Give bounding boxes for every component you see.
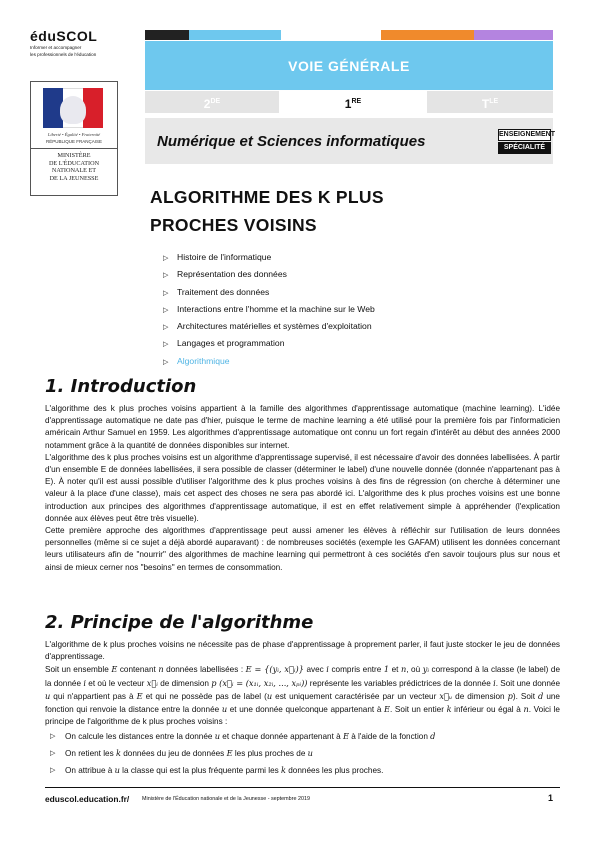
ministry-logo (30, 81, 118, 196)
ministry-line: DE L'ÉDUCATION (48, 159, 100, 167)
document-title-line-2: PROCHES VOISINS (150, 215, 317, 235)
color-strip-blue (189, 30, 281, 40)
paragraph-definition: Soit un ensemble E contenant n données labellisées : E = {(yᵢ, x⃗ᵢ)} avec i compris entre 1 et n, où yᵢ correspond à la classe (le label) de la donnée i et où le vecteur x⃗ᵢ de dimension p (x⃗ᵢ = (x₁ᵢ, x₂ᵢ, ..., xₚᵢ)) représente les variables prédictrices de la donnée i. Soit une donnée u qui n'appartient pas à E et qui ne possède pas de label (u est uniquement caractérisée par un vecteur x⃗ᵤ de dimension p). Soit d une fonction qui renvoie la distance entre la donnée u et une donnée quelconque appartenant à E. Soit un entier k inférieur ou égal à n. Voici le principe de l'algorithme de k plus proches voisins : (45, 664, 561, 727)
theme-item[interactable] (163, 268, 375, 285)
algorithm-step: ▷ On retient les k données du jeu de données E les plus proches de u (50, 748, 313, 759)
voie-banner (145, 41, 553, 90)
theme-list (163, 251, 375, 372)
level-tab-2de[interactable] (145, 91, 279, 113)
level-suffix: RE (351, 98, 362, 105)
eduscol-logo[interactable] (30, 28, 118, 58)
document-title (150, 183, 530, 239)
section-heading-introduction: 1. Introduction (45, 376, 197, 397)
triangle-right-icon: ▷ (163, 272, 169, 280)
triangle-right-icon: ▷ (163, 324, 169, 332)
theme-item[interactable] (163, 337, 375, 354)
triangle-right-icon: ▷ (163, 289, 169, 297)
algorithm-step: ▷ On calcule les distances entre la donnée u et chaque donnée appartenant à E à l'aide de la fonction d (50, 731, 436, 742)
page-number: 1 (548, 793, 554, 803)
theme-item[interactable] (163, 286, 375, 303)
level-tabs (145, 91, 553, 113)
level-suffix: LE (489, 98, 499, 105)
theme-item[interactable] (163, 251, 375, 268)
level-label: T (481, 97, 490, 111)
badge-specialite: SPÉCIALITÉ (498, 142, 551, 154)
theme-label: Langages et programmation (177, 338, 285, 349)
document-title-line-1: ALGORITHME DES K PLUS (150, 187, 384, 207)
theme-item[interactable] (163, 303, 375, 320)
triangle-right-icon: ▷ (50, 750, 56, 758)
color-strip-dark (145, 30, 189, 40)
triangle-right-icon: ▷ (163, 358, 169, 366)
triangle-right-icon: ▷ (163, 341, 169, 349)
footer-divider (45, 787, 560, 788)
badge-enseignement: ENSEIGNEMENT (498, 129, 551, 141)
republic-motto: Liberté • Égalité • Fraternité (47, 132, 101, 137)
level-tab-1re[interactable] (281, 91, 425, 113)
color-strip-orange (381, 30, 474, 40)
level-suffix: DE (210, 98, 221, 105)
level-label: 1 (344, 97, 352, 111)
paragraph: L'algorithme des k plus proches voisins est un algorithme d'apprentissage supervisé, il est nécessaire d'avoir des données labellisées. À partir d'un ensemble E de données labellisées, il sera possible de classer (déterminer le label) d'une nouvelle donnée (donnée n'appartenant pas à E). À noter qu'il est aussi possible d'utiliser l'algorithme des k plus proches voisins à des fins de régression (on cherche à déterminer une valeur à la place d'une classe), mais cet aspect des choses ne sera pas abordé ici. L'algorithme des k plus proches voisins est une bonne introduction aux principes des algorithmes d'apprentissage automatique, il est en effet relativement simple à appréhender (l'explication donnée aux élèves peut être très visuelle). (45, 452, 560, 523)
paragraph: L'algorithme de k plus proches voisins ne nécessite pas de phase d'apprentissage à proprement parler, il faut juste stocker le jeu de données d'apprentissage. (45, 640, 560, 662)
algorithm-steps (45, 730, 560, 781)
section-heading-principe: 2. Principe de l'algorithme (45, 612, 314, 633)
section-introduction-body (45, 403, 560, 574)
theme-label: Interactions entre l'homme et la machine sur le Web (177, 303, 375, 314)
triangle-right-icon: ▷ (163, 255, 169, 262)
theme-item-active[interactable] (163, 355, 375, 372)
footer-site-link[interactable]: eduscol.education.fr/ (45, 794, 130, 804)
triangle-right-icon: ▷ (163, 306, 169, 314)
eduscol-brand: éduSCOL (30, 28, 98, 44)
footer-ministry-text: Ministère de l'Éducation nationale et de la Jeunesse - septembre 2019 (142, 796, 310, 802)
color-strip-purple (474, 30, 553, 40)
level-tab-tle[interactable] (427, 91, 553, 113)
eduscol-tagline-2: les professionnels de l'éducation (30, 52, 97, 57)
section-principe-body (45, 639, 560, 781)
marianne-flag-icon (43, 88, 103, 128)
theme-label: Algorithmique (177, 355, 230, 366)
divider (31, 148, 117, 149)
republic-label: RÉPUBLIQUE FRANÇAISE (45, 139, 102, 144)
level-label: 2 (203, 97, 211, 111)
theme-label: Architectures matérielles et systèmes d'exploitation (177, 321, 372, 332)
theme-label: Représentation des données (177, 269, 287, 280)
ministry-name (35, 152, 113, 182)
algorithm-step: ▷ On attribue à u la classe qui est la plus fréquente parmi les k données les plus proches. (50, 765, 384, 776)
ministry-line: MINISTÈRE (57, 152, 91, 159)
ministry-line: DE LA JEUNESSE (49, 174, 99, 182)
color-strip-white (281, 30, 381, 40)
paragraph: L'algorithme des k plus proches voisins appartient à la famille des algorithmes d'apprentissage automatique (machine learning). L'idée d'apprentissage automatique ne date pas d'hier, puisque le terme de machine learning a été utilisé pour la première fois par l'informaticien américain Arthur Samuel en 1959. Les algorithmes d'apprentissage automatique ont connu un fort regain d'intérêt au début des années 2000 notamment grâce à la quantité de données disponibles sur internet. (45, 404, 560, 450)
theme-label: Histoire de l'informatique (177, 252, 272, 262)
theme-label: Traitement des données (177, 286, 270, 297)
subject-header (145, 118, 556, 164)
ministry-line: NATIONALE ET (51, 167, 97, 174)
subject-name: Numérique et Sciences informatiques (157, 133, 426, 150)
triangle-right-icon: ▷ (50, 733, 56, 741)
paragraph: Cette première approche des algorithmes d'apprentissage peut aussi amener les élèves à réfléchir sur l'utilisation de leurs données personnelles (même si ce sujet a déjà abordé auparavant) : de nombreuses sociétés (exemple les GAFAM) utilisent les données concernant leurs utilisateurs afin de "nourrir" des algorithmes de machine learning qui permettront à ces sociétés d'en savoir toujours plus sur nous et ainsi de mieux cerner nos "besoins" en termes de consommation. (45, 526, 560, 572)
triangle-right-icon: ▷ (50, 767, 56, 775)
banner-title: VOIE GÉNÉRALE (288, 58, 410, 74)
eduscol-tagline-1: Informer et accompagner (30, 45, 82, 50)
theme-item[interactable] (163, 320, 375, 337)
